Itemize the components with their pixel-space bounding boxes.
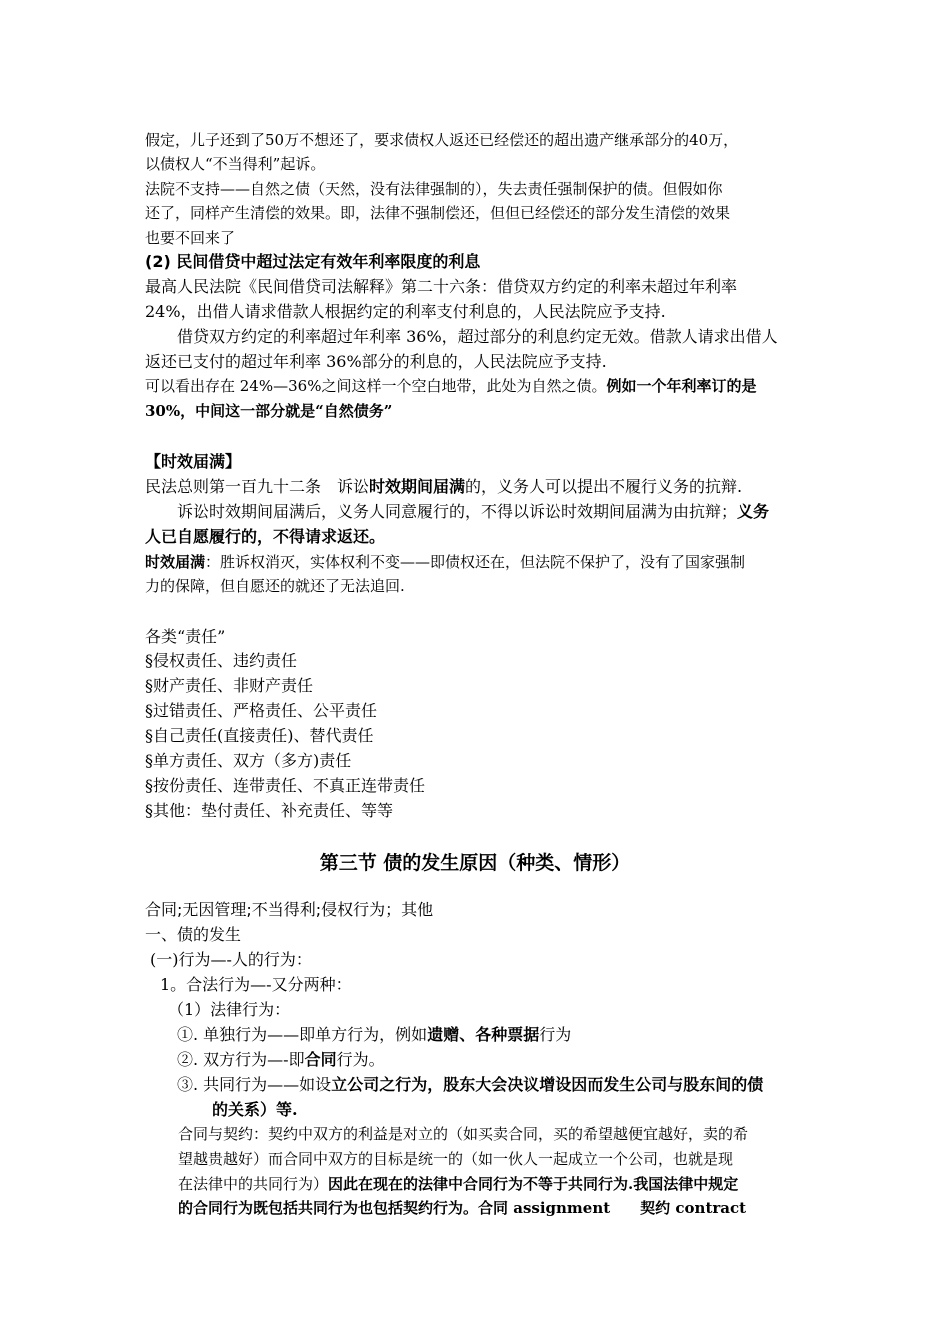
text-line: 也要不回来了 xyxy=(145,229,236,247)
bold-span: 例如一个年利率订的是 xyxy=(606,377,757,395)
text-line: 30%，中间这一部分就是“自然债务” xyxy=(145,402,393,420)
list-item: §单方责任、双方（多方)责任 xyxy=(145,751,352,770)
text-span: ③. 共同行为——如设 xyxy=(177,1075,332,1094)
text-line: 借贷双方约定的利率超过年利率 36%，超过部分的利息约定无效。借款人请求出借人 xyxy=(177,327,778,346)
text-span: 行为 xyxy=(539,1025,572,1044)
text-line: 合同与契约：契约中双方的利益是对立的（如买卖合同，买的希望越便宜越好，卖的希 xyxy=(178,1125,749,1143)
text-line: 一、债的发生 xyxy=(145,925,242,944)
list-item: §按份责任、连带责任、不真正连带责任 xyxy=(145,776,426,795)
text-line: 24%，出借人请求借款人根据约定的利率支付利息的，人民法院应予支持. xyxy=(145,302,666,321)
text-line: 人已自愿履行的，不得请求返还。 xyxy=(145,527,386,546)
list-item: §自己责任(直接责任)、替代责任 xyxy=(145,726,374,745)
text-span: 民法总则第一百九十二条 诉讼 xyxy=(145,477,370,496)
bold-span: 时效届满 xyxy=(145,553,206,571)
text-line: 返还已支付的超过年利率 36%部分的利息的，人民法院应予支持. xyxy=(145,352,607,371)
text-line xyxy=(145,552,745,572)
list-item: §财产责任、非财产责任 xyxy=(145,676,314,695)
bold-span: 义务 xyxy=(737,502,770,521)
text-line: 的关系）等. xyxy=(212,1100,298,1119)
text-line: 各类“责任” xyxy=(145,627,226,646)
text-line: 合同;无因管理;不当得利;侵权行为；其他 xyxy=(145,900,434,919)
text-line: 法院不支持——自然之债（天然，没有法律强制的），失去责任强制保护的债。但假如你 xyxy=(145,180,723,198)
text-line: （1）法律行为： xyxy=(168,1000,291,1019)
text-line xyxy=(177,1050,385,1070)
text-span: ：胜诉权消灭，实体权利不变——即债权还在，但法院不保护了，没有了国家强制 xyxy=(205,553,746,571)
section-heading: 【时效届满】 xyxy=(145,452,242,471)
text-span: 的，义务人可以提出不履行义务的抗辩. xyxy=(465,477,743,496)
bold-span: 因此在现在的法律中合同行为不等于共同行为.我国法律中规定 xyxy=(328,1175,739,1193)
text-line: 以债权人“不当得利”起诉。 xyxy=(145,155,326,173)
text-span: 可以看出存在 24%—36%之间这样一个空白地带，此处为自然之债。 xyxy=(145,377,607,395)
text-line: 假定，儿子还到了50万不想还了，要求债权人返还已经偿还的超出遗产继承部分的40万， xyxy=(145,131,739,149)
text-line xyxy=(177,1025,571,1045)
text-line xyxy=(177,1075,763,1095)
list-item: §过错责任、严格责任、公平责任 xyxy=(145,701,378,720)
text-span: 行为。 xyxy=(336,1050,385,1069)
text-line: 1。合法行为—-又分两种： xyxy=(160,975,352,994)
bold-span: 时效期间届满 xyxy=(369,477,466,496)
text-span: ②. 双方行为—-即 xyxy=(177,1050,305,1069)
text-line: 的合同行为既包括共同行为也包括契约行为。合同 assignment 契约 contract xyxy=(178,1199,747,1217)
text-span: ①. 单独行为——即单方行为，例如 xyxy=(177,1025,428,1044)
text-line: (一)行为—-人的行为： xyxy=(150,950,312,969)
text-span: 在法律中的共同行为） xyxy=(178,1175,329,1193)
text-span: 诉讼时效期间届满后，义务人同意履行的，不得以诉讼时效期间届满为由抗辩； xyxy=(177,502,738,521)
bold-span: 合同 xyxy=(304,1050,337,1069)
text-line xyxy=(178,1174,738,1194)
text-line: 最高人民法院《民间借贷司法解释》第二十六条：借贷双方约定的利率未超过年利率 xyxy=(145,277,738,296)
section-title: 第三节 债的发生原因（种类、情形） xyxy=(319,852,631,874)
list-item: §其他：垫付责任、补充责任、等等 xyxy=(145,801,394,820)
bold-span: 立公司之行为，股东大会决议增设因而发生公司与股东间的债 xyxy=(331,1075,764,1094)
text-line xyxy=(145,477,742,497)
subheading: (2) 民间借贷中超过法定有效年利率限度的利息 xyxy=(145,252,481,271)
text-line xyxy=(177,502,769,522)
text-line: 望越贵越好）而合同中双方的目标是统一的（如一伙人一起成立一个公司，也就是现 xyxy=(178,1150,734,1168)
bold-span: 遗赠、各种票据 xyxy=(427,1025,540,1044)
text-line xyxy=(145,376,756,396)
text-line: 还了，同样产生清偿的效果。即，法律不强制偿还，但但已经偿还的部分发生清偿的效果 xyxy=(145,204,731,222)
text-line: 力的保障，但自愿还的就还了无法追回. xyxy=(145,577,405,595)
list-item: §侵权责任、违约责任 xyxy=(145,651,298,670)
